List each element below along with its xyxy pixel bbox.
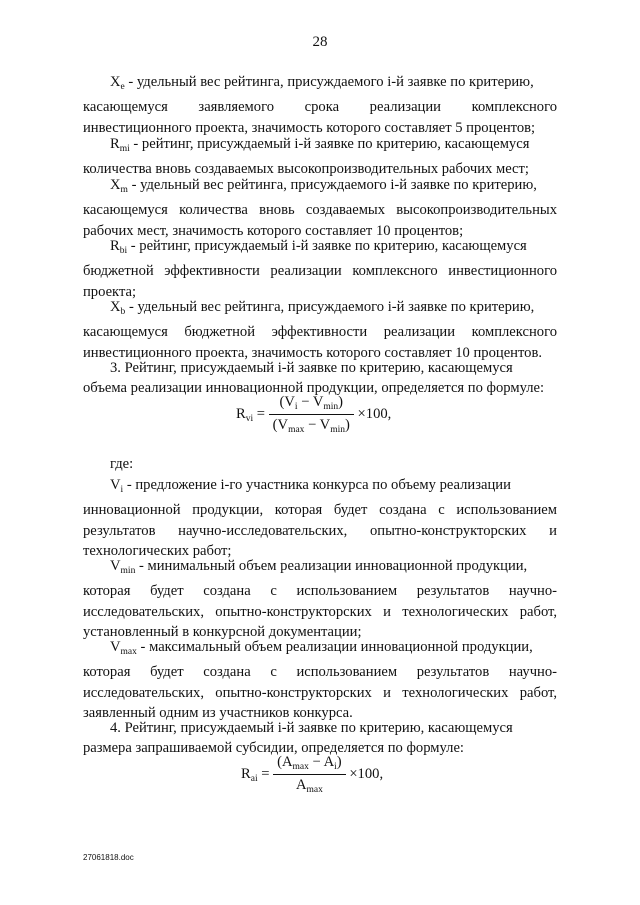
formula-lhs: R [236,405,246,422]
formula-numerator [269,394,354,415]
definition-text: - удельный вес рейтинга, присуждаемого i-й заявке по критерию, [125,299,535,315]
formula-sub: min [330,425,346,435]
formula-lhs-sub: ai [250,773,258,784]
formula-term: A [295,777,307,793]
formula-term: ) [345,417,350,433]
definition-line: заявленный одним из участников конкурса. [83,704,353,721]
footer-filename: 27061818.doc [83,853,134,862]
definition-line: установленный в конкурсной документации; [83,623,362,640]
formula-lhs: R [241,765,251,782]
definition-line: рабочих мест, значимость которого составляет 10 процентов; [83,222,464,239]
formula-sub: min [323,402,339,412]
formula-denominator [273,775,346,795]
formula-sub: max [288,425,305,435]
definition-line [83,475,557,500]
definition-line: касающемуся бюджетной эффективности реализации комплексного [83,324,557,341]
formula-fraction [273,754,346,795]
definition-line [83,556,557,581]
symbol-subscript: b [120,307,126,317]
symbol-subscript: e [120,82,125,92]
symbol-subscript: m [120,185,128,195]
formula-eq: = [257,765,274,782]
symbol-subscript: bi [119,246,128,256]
formula-fraction [269,394,354,435]
definition-line: проекта; [83,283,137,300]
definition-line: бюджетной эффективности реализации комплексного инвестиционного [83,263,557,280]
definition-line [83,297,557,322]
clause-line: размера запрашиваемой субсидии, определяется по формуле: [83,740,464,757]
formula-term: − V [304,417,331,433]
clause-3 [83,358,557,399]
formula-term: − V [297,394,324,410]
symbol: R [110,238,120,254]
definition-line: инвестиционного проекта, значимость которого составляет 10 процентов. [83,344,542,361]
clause-line: 3. Рейтинг, присуждаемый i-й заявке по критерию, касающемуся [110,360,513,376]
formula-rvi [236,394,391,435]
symbol: X [110,177,121,193]
where-label [83,454,557,474]
definition-xm [83,175,557,241]
definition-line: инвестиционного проекта, значимость которого составляет 5 процентов; [83,119,536,136]
definition-line [83,236,557,261]
clause-line: 4. Рейтинг, присуждаемый i-й заявке по критерию, касающемуся [110,720,513,736]
symbol: V [110,639,121,655]
definition-line [83,637,557,662]
definition-text: - рейтинг, присуждаемый i-й заявке по критерию, касающемуся [127,238,527,254]
symbol-subscript: i [120,485,124,495]
symbol: V [110,558,121,574]
definition-line: технологических работ; [83,542,232,559]
formula-term: ) [336,754,342,770]
definition-vmin [83,556,557,642]
definition-text: - рейтинг, присуждаемый i-й заявке по критерию, касающемуся [129,136,530,152]
formula-sub: i [294,402,298,412]
definition-line: которая будет создана с использованием результатов научно- [83,664,557,681]
definition-rmi [83,134,557,180]
definition-line: касающемуся количества вновь создаваемых высокопроизводительных [83,202,557,219]
definition-xb [83,297,557,363]
definition-line: исследовательских, опытно-конструкторских и технологических работ, [83,684,557,701]
definition-text: - предложение i-го участника конкурса по объему реализации [123,477,511,493]
symbol: V [110,477,121,493]
formula-sub: max [292,762,309,772]
clause-4 [83,718,557,759]
definition-line [83,72,557,97]
definition-line [83,175,557,200]
definition-line: результатов научно-исследовательских, опытно-конструкторских и [83,522,557,539]
formula-term: (A [277,754,293,770]
definition-line: инновационной продукции, которая будет создана с использованием [83,502,557,519]
formula-sub: max [306,785,323,795]
definition-line [83,134,557,159]
symbol-subscript: min [120,566,136,576]
where-text: где: [110,456,134,472]
symbol: X [110,74,121,90]
formula-term: − A [308,754,335,770]
formula-term: (V [272,417,289,433]
formula-tail: ×100, [345,765,384,782]
formula-lhs-sub: vi [245,413,254,424]
definition-vi [83,475,557,561]
symbol: X [110,299,121,315]
definition-text: - минимальный объем реализации инновационной продукции, [135,558,528,574]
definition-vmax [83,637,557,723]
clause-line: объема реализации инновационной продукции, определяется по формуле: [83,380,545,397]
symbol: R [110,136,120,152]
definition-xe [83,72,557,138]
definition-text: - удельный вес рейтинга, присуждаемого i-й заявке по критерию, [124,74,534,90]
definition-rbi [83,236,557,302]
definition-line: которая будет создана с использованием результатов научно- [83,583,557,600]
formula-term: (V [279,394,295,410]
symbol-subscript: mi [119,144,130,154]
formula-tail: ×100, [353,405,392,422]
formula-numerator [273,754,346,775]
definition-line: касающемуся заявляемого срока реализации комплексного [83,99,557,116]
definition-text: - удельный вес рейтинга, присуждаемого i-й заявке по критерию, [127,177,537,193]
formula-term: ) [338,394,344,410]
definition-line: исследовательских, опытно-конструкторских и технологических работ, [83,603,557,620]
formula-eq: = [253,405,269,422]
definition-line: количества вновь создаваемых высокопроизводительных рабочих мест; [83,161,529,178]
page-number: 28 [312,34,328,50]
definition-text: - максимальный объем реализации инновационной продукции, [136,639,533,655]
formula-sub: i [334,762,337,772]
formula-denominator [269,415,354,435]
symbol-subscript: max [120,647,137,657]
formula-rai [241,754,383,795]
